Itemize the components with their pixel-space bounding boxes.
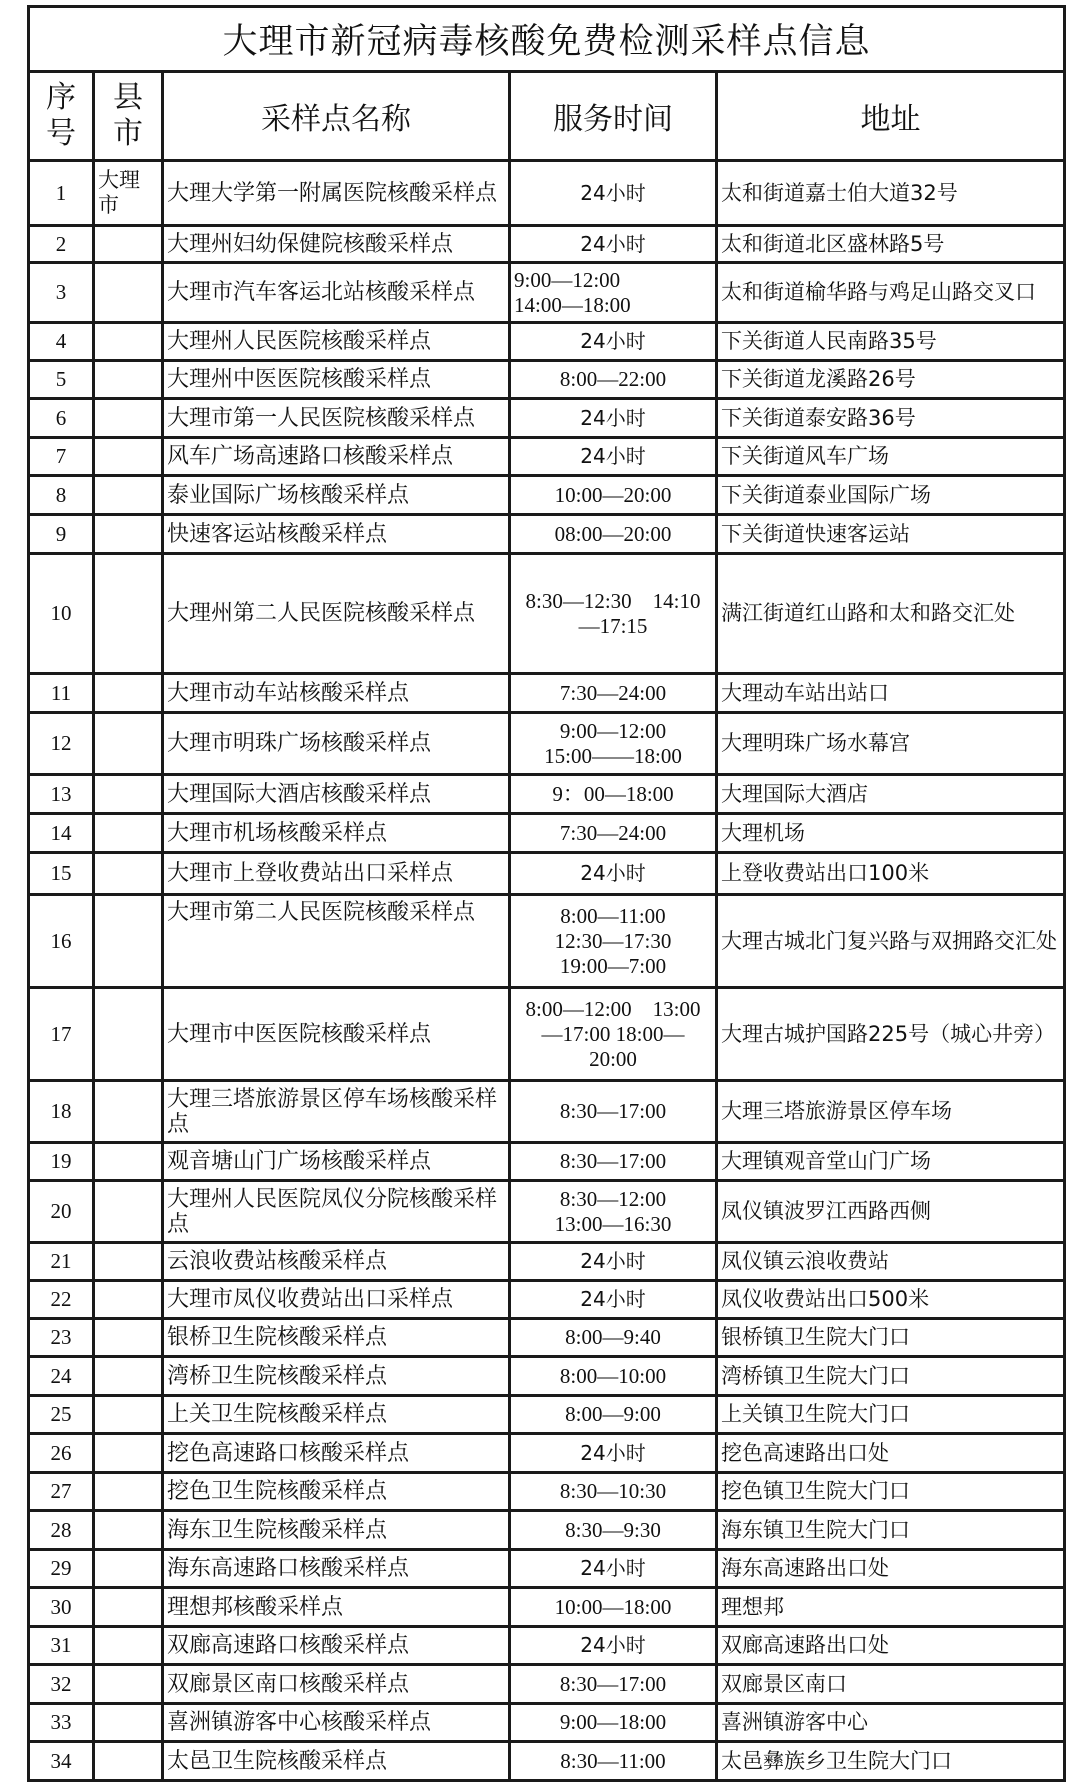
row-address: 凤仪镇波罗江西路西侧 — [717, 1181, 1065, 1243]
row-seq: 21 — [29, 1243, 94, 1281]
hours-line: 8:30—17:00 — [559, 1099, 667, 1123]
row-site-name: 大理市汽车客运北站核酸采样点 — [163, 263, 510, 323]
row-address: 凤仪镇云浪收费站 — [717, 1243, 1065, 1281]
page-title: 大理市新冠病毒核酸免费检测采样点信息 — [29, 7, 1065, 72]
table-row — [29, 1243, 1065, 1281]
row-site-name: 泰业国际广场核酸采样点 — [163, 476, 510, 515]
row-address: 太和街道北区盛林路5号 — [717, 226, 1065, 263]
row-county — [94, 438, 163, 476]
row-site-name: 大理州人民医院凤仪分院核酸采样点 — [163, 1181, 510, 1243]
hours-line: 08:00—20:00 — [554, 521, 672, 546]
hours-line: 7:30—24:00 — [559, 680, 667, 705]
table-row — [29, 1742, 1065, 1781]
row-address: 下关街道泰业国际广场 — [717, 476, 1065, 515]
row-seq: 15 — [29, 853, 94, 895]
hours-line: 24小时 — [580, 1440, 646, 1465]
hours-line: 24小时 — [580, 1249, 646, 1273]
row-service-hours — [510, 1742, 717, 1781]
hours-line: 8:30—12:30 14:10 — [525, 588, 701, 613]
row-seq: 19 — [29, 1143, 94, 1181]
row-service-hours — [510, 1434, 717, 1473]
row-address: 下关街道人民南路35号 — [717, 323, 1065, 361]
row-site-name: 双廊景区南口核酸采样点 — [163, 1665, 510, 1704]
column-header-name: 采样点名称 — [163, 72, 510, 161]
row-service-hours — [510, 853, 717, 895]
row-site-name: 大理市动车站核酸采样点 — [163, 674, 510, 713]
hours-line: 8:30—17:00 — [559, 1149, 667, 1173]
row-address: 大理动车站出站口 — [717, 674, 1065, 713]
table-row — [29, 1319, 1065, 1357]
hours-line: 10:00—18:00 — [554, 1594, 672, 1619]
row-site-name: 大理市中医医院核酸采样点 — [163, 988, 510, 1081]
row-service-hours — [510, 1550, 717, 1588]
row-county — [94, 263, 163, 323]
hours-line: 13:00—16:30 — [554, 1211, 672, 1236]
row-county — [94, 674, 163, 713]
row-county — [94, 1550, 163, 1588]
table-row — [29, 1434, 1065, 1473]
hours-line: 24小时 — [580, 861, 646, 885]
row-service-hours — [510, 1181, 717, 1243]
row-seq: 16 — [29, 895, 94, 988]
row-site-name: 大理市第二人民医院核酸采样点 — [163, 895, 510, 988]
row-site-name: 大理大学第一附属医院核酸采样点 — [163, 161, 510, 226]
column-header-hours: 服务时间 — [510, 72, 717, 161]
table-row — [29, 1357, 1065, 1396]
row-service-hours — [510, 438, 717, 476]
table-row — [29, 775, 1065, 814]
row-site-name: 太邑卫生院核酸采样点 — [163, 1742, 510, 1781]
row-service-hours — [510, 1704, 717, 1742]
row-seq: 18 — [29, 1081, 94, 1143]
row-county — [94, 1181, 163, 1243]
hours-line: 20:00 — [589, 1046, 637, 1071]
hours-line: 8:00—11:00 — [560, 903, 666, 928]
row-service-hours — [510, 1081, 717, 1143]
hours-line: 8:30—11:00 — [560, 1748, 666, 1773]
row-address: 海东高速路出口处 — [717, 1550, 1065, 1588]
row-site-name: 快速客运站核酸采样点 — [163, 515, 510, 554]
table-row — [29, 814, 1065, 853]
row-seq: 5 — [29, 361, 94, 399]
table-row — [29, 1511, 1065, 1550]
row-address: 凤仪收费站出口500米 — [717, 1281, 1065, 1319]
row-address: 大理古城北门复兴路与双拥路交汇处 — [717, 895, 1065, 988]
row-county — [94, 1627, 163, 1665]
row-address: 理想邦 — [717, 1588, 1065, 1627]
row-county — [94, 554, 163, 674]
row-service-hours — [510, 1473, 717, 1511]
table-row — [29, 713, 1065, 775]
row-seq: 22 — [29, 1281, 94, 1319]
row-seq: 33 — [29, 1704, 94, 1742]
row-service-hours — [510, 476, 717, 515]
hours-line: 24小时 — [580, 1633, 646, 1657]
row-county — [94, 1511, 163, 1550]
table-row — [29, 361, 1065, 399]
row-address: 挖色镇卫生院大门口 — [717, 1473, 1065, 1511]
hours-line: 15:00——18:00 — [544, 743, 682, 768]
row-county — [94, 1434, 163, 1473]
row-site-name: 大理市凤仪收费站出口采样点 — [163, 1281, 510, 1319]
row-service-hours — [510, 226, 717, 263]
hours-line: 7:30—24:00 — [559, 820, 667, 845]
hours-line: —17:00 18:00— — [541, 1021, 685, 1046]
hours-line: 24小时 — [580, 231, 646, 256]
row-site-name: 理想邦核酸采样点 — [163, 1588, 510, 1627]
row-county — [94, 775, 163, 814]
row-address: 大理镇观音堂山门广场 — [717, 1143, 1065, 1181]
column-header-county: 县 市 — [94, 72, 163, 161]
hours-line: 8:30—17:00 — [559, 1671, 667, 1696]
table-row — [29, 554, 1065, 674]
row-site-name: 银桥卫生院核酸采样点 — [163, 1319, 510, 1357]
row-seq: 24 — [29, 1357, 94, 1396]
row-site-name: 大理州第二人民医院核酸采样点 — [163, 554, 510, 674]
row-address: 满江街道红山路和太和路交汇处 — [717, 554, 1065, 674]
row-seq: 17 — [29, 988, 94, 1081]
row-site-name: 双廊高速路口核酸采样点 — [163, 1627, 510, 1665]
row-service-hours — [510, 674, 717, 713]
table-row — [29, 515, 1065, 554]
row-address: 双廊景区南口 — [717, 1665, 1065, 1704]
table-row — [29, 323, 1065, 361]
row-county — [94, 1704, 163, 1742]
row-seq: 2 — [29, 226, 94, 263]
hours-line: 14:00—18:00 — [514, 292, 631, 317]
row-service-hours — [510, 399, 717, 438]
column-header-seq: 序 号 — [29, 72, 94, 161]
row-service-hours — [510, 361, 717, 399]
table-row — [29, 1704, 1065, 1742]
row-address: 海东镇卫生院大门口 — [717, 1511, 1065, 1550]
row-address: 大理三塔旅游景区停车场 — [717, 1081, 1065, 1143]
table-row — [29, 1281, 1065, 1319]
row-county — [94, 1396, 163, 1434]
table-row — [29, 988, 1065, 1081]
row-seq: 13 — [29, 775, 94, 814]
table-row — [29, 1473, 1065, 1511]
header-row — [29, 72, 1065, 161]
row-service-hours — [510, 1243, 717, 1281]
row-address: 太和街道榆华路与鸡足山路交叉口 — [717, 263, 1065, 323]
row-county — [94, 226, 163, 263]
row-service-hours — [510, 895, 717, 988]
row-county — [94, 1357, 163, 1396]
table-row — [29, 476, 1065, 515]
row-county — [94, 895, 163, 988]
row-seq: 12 — [29, 713, 94, 775]
hours-line: 24小时 — [580, 405, 646, 430]
row-service-hours — [510, 161, 717, 226]
row-seq: 3 — [29, 263, 94, 323]
row-county — [94, 1742, 163, 1781]
row-county — [94, 713, 163, 775]
table-body — [29, 161, 1065, 1781]
hours-line: 24小时 — [580, 180, 646, 205]
table-row — [29, 1396, 1065, 1434]
row-service-hours — [510, 1357, 717, 1396]
hours-line: 8:00—10:00 — [559, 1363, 667, 1388]
row-seq: 14 — [29, 814, 94, 853]
hours-line: 24小时 — [580, 444, 646, 468]
row-site-name: 大理州妇幼保健院核酸采样点 — [163, 226, 510, 263]
row-county — [94, 361, 163, 399]
row-service-hours — [510, 515, 717, 554]
row-seq: 20 — [29, 1181, 94, 1243]
row-service-hours — [510, 1665, 717, 1704]
row-address: 下关街道龙溪路26号 — [717, 361, 1065, 399]
hours-line: 24小时 — [580, 329, 646, 353]
row-seq: 26 — [29, 1434, 94, 1473]
row-site-name: 挖色高速路口核酸采样点 — [163, 1434, 510, 1473]
row-county — [94, 853, 163, 895]
row-site-name: 观音塘山门广场核酸采样点 — [163, 1143, 510, 1181]
hours-line: 19:00—7:00 — [559, 953, 667, 978]
hours-line: 8:30—10:30 — [559, 1479, 667, 1503]
hours-line: 8:30—9:30 — [565, 1517, 661, 1542]
row-site-name: 大理市第一人民医院核酸采样点 — [163, 399, 510, 438]
row-address: 湾桥镇卫生院大门口 — [717, 1357, 1065, 1396]
table-row — [29, 1181, 1065, 1243]
hours-line: 24小时 — [580, 1287, 646, 1311]
row-address: 太邑彝族乡卫生院大门口 — [717, 1742, 1065, 1781]
row-seq: 4 — [29, 323, 94, 361]
hours-line: 8:00—22:00 — [559, 367, 667, 391]
row-address: 大理古城护国路225号（城心井旁） — [717, 988, 1065, 1081]
hours-line: 8:00—9:00 — [565, 1402, 661, 1426]
row-service-hours — [510, 323, 717, 361]
row-county — [94, 1473, 163, 1511]
hours-line: 8:00—12:00 13:00 — [525, 996, 701, 1021]
row-address: 双廊高速路出口处 — [717, 1627, 1065, 1665]
hours-line: —17:15 — [578, 613, 648, 638]
table-row — [29, 1588, 1065, 1627]
row-service-hours — [510, 1588, 717, 1627]
row-county — [94, 323, 163, 361]
row-seq: 31 — [29, 1627, 94, 1665]
row-address: 大理明珠广场水幕宫 — [717, 713, 1065, 775]
table-row — [29, 438, 1065, 476]
row-address: 挖色高速路出口处 — [717, 1434, 1065, 1473]
row-seq: 32 — [29, 1665, 94, 1704]
row-county — [94, 1081, 163, 1143]
table-row — [29, 226, 1065, 263]
row-county — [94, 1243, 163, 1281]
row-seq: 9 — [29, 515, 94, 554]
row-seq: 7 — [29, 438, 94, 476]
row-service-hours — [510, 814, 717, 853]
hours-line: 8:00—9:40 — [565, 1325, 661, 1349]
row-site-name: 大理市明珠广场核酸采样点 — [163, 713, 510, 775]
table-row — [29, 1081, 1065, 1143]
row-address: 银桥镇卫生院大门口 — [717, 1319, 1065, 1357]
row-site-name: 海东高速路口核酸采样点 — [163, 1550, 510, 1588]
row-address: 太和街道嘉士伯大道32号 — [717, 161, 1065, 226]
row-address: 上登收费站出口100米 — [717, 853, 1065, 895]
table-row — [29, 1665, 1065, 1704]
row-county — [94, 1143, 163, 1181]
row-site-name: 云浪收费站核酸采样点 — [163, 1243, 510, 1281]
table-row — [29, 674, 1065, 713]
row-service-hours — [510, 1319, 717, 1357]
hours-line: 9:00—12:00 — [514, 267, 621, 292]
row-service-hours — [510, 1396, 717, 1434]
row-site-name: 大理国际大酒店核酸采样点 — [163, 775, 510, 814]
row-site-name: 大理州人民医院核酸采样点 — [163, 323, 510, 361]
table-row — [29, 895, 1065, 988]
row-service-hours — [510, 1281, 717, 1319]
row-county: 大理市 — [94, 161, 163, 226]
row-service-hours — [510, 775, 717, 814]
row-county — [94, 515, 163, 554]
row-seq: 1 — [29, 161, 94, 226]
row-service-hours — [510, 263, 717, 323]
row-address: 大理机场 — [717, 814, 1065, 853]
row-seq: 23 — [29, 1319, 94, 1357]
hours-line: 9:00—18:00 — [559, 1710, 667, 1734]
hours-line: 12:30—17:30 — [554, 928, 672, 953]
row-site-name: 喜洲镇游客中心核酸采样点 — [163, 1704, 510, 1742]
table-row — [29, 853, 1065, 895]
row-site-name: 大理市机场核酸采样点 — [163, 814, 510, 853]
row-site-name: 大理三塔旅游景区停车场核酸采样点 — [163, 1081, 510, 1143]
row-county — [94, 814, 163, 853]
table-row — [29, 1550, 1065, 1588]
row-county — [94, 1281, 163, 1319]
row-service-hours — [510, 554, 717, 674]
hours-line: 24小时 — [580, 1556, 646, 1580]
row-seq: 29 — [29, 1550, 94, 1588]
row-service-hours — [510, 1511, 717, 1550]
row-county — [94, 1588, 163, 1627]
row-site-name: 大理市上登收费站出口采样点 — [163, 853, 510, 895]
row-address: 下关街道快速客运站 — [717, 515, 1065, 554]
row-seq: 10 — [29, 554, 94, 674]
row-seq: 27 — [29, 1473, 94, 1511]
table-row — [29, 263, 1065, 323]
row-county — [94, 1665, 163, 1704]
row-seq: 28 — [29, 1511, 94, 1550]
row-seq: 8 — [29, 476, 94, 515]
row-service-hours — [510, 1627, 717, 1665]
hours-line: 10:00—20:00 — [554, 482, 672, 507]
row-address: 大理国际大酒店 — [717, 775, 1065, 814]
table-row — [29, 399, 1065, 438]
row-address: 喜洲镇游客中心 — [717, 1704, 1065, 1742]
row-address: 上关镇卫生院大门口 — [717, 1396, 1065, 1434]
row-seq: 34 — [29, 1742, 94, 1781]
hours-line: 8:30—12:00 — [559, 1186, 667, 1211]
row-county — [94, 476, 163, 515]
column-header-address: 地址 — [717, 72, 1065, 161]
hours-line: 9：00—18:00 — [552, 781, 674, 806]
row-site-name: 挖色卫生院核酸采样点 — [163, 1473, 510, 1511]
table-row — [29, 1627, 1065, 1665]
row-site-name: 海东卫生院核酸采样点 — [163, 1511, 510, 1550]
row-service-hours — [510, 988, 717, 1081]
hours-line: 9:00—12:00 — [559, 718, 667, 743]
table-row — [29, 1143, 1065, 1181]
row-site-name: 上关卫生院核酸采样点 — [163, 1396, 510, 1434]
table-row — [29, 161, 1065, 226]
row-county — [94, 399, 163, 438]
row-seq: 6 — [29, 399, 94, 438]
row-seq: 11 — [29, 674, 94, 713]
row-seq: 30 — [29, 1588, 94, 1627]
row-address: 下关街道风车广场 — [717, 438, 1065, 476]
row-service-hours — [510, 713, 717, 775]
row-address: 下关街道泰安路36号 — [717, 399, 1065, 438]
row-site-name: 湾桥卫生院核酸采样点 — [163, 1357, 510, 1396]
row-county — [94, 988, 163, 1081]
row-site-name: 大理州中医医院核酸采样点 — [163, 361, 510, 399]
row-seq: 25 — [29, 1396, 94, 1434]
row-county — [94, 1319, 163, 1357]
row-service-hours — [510, 1143, 717, 1181]
row-site-name: 风车广场高速路口核酸采样点 — [163, 438, 510, 476]
sampling-sites-table — [27, 5, 1066, 1782]
